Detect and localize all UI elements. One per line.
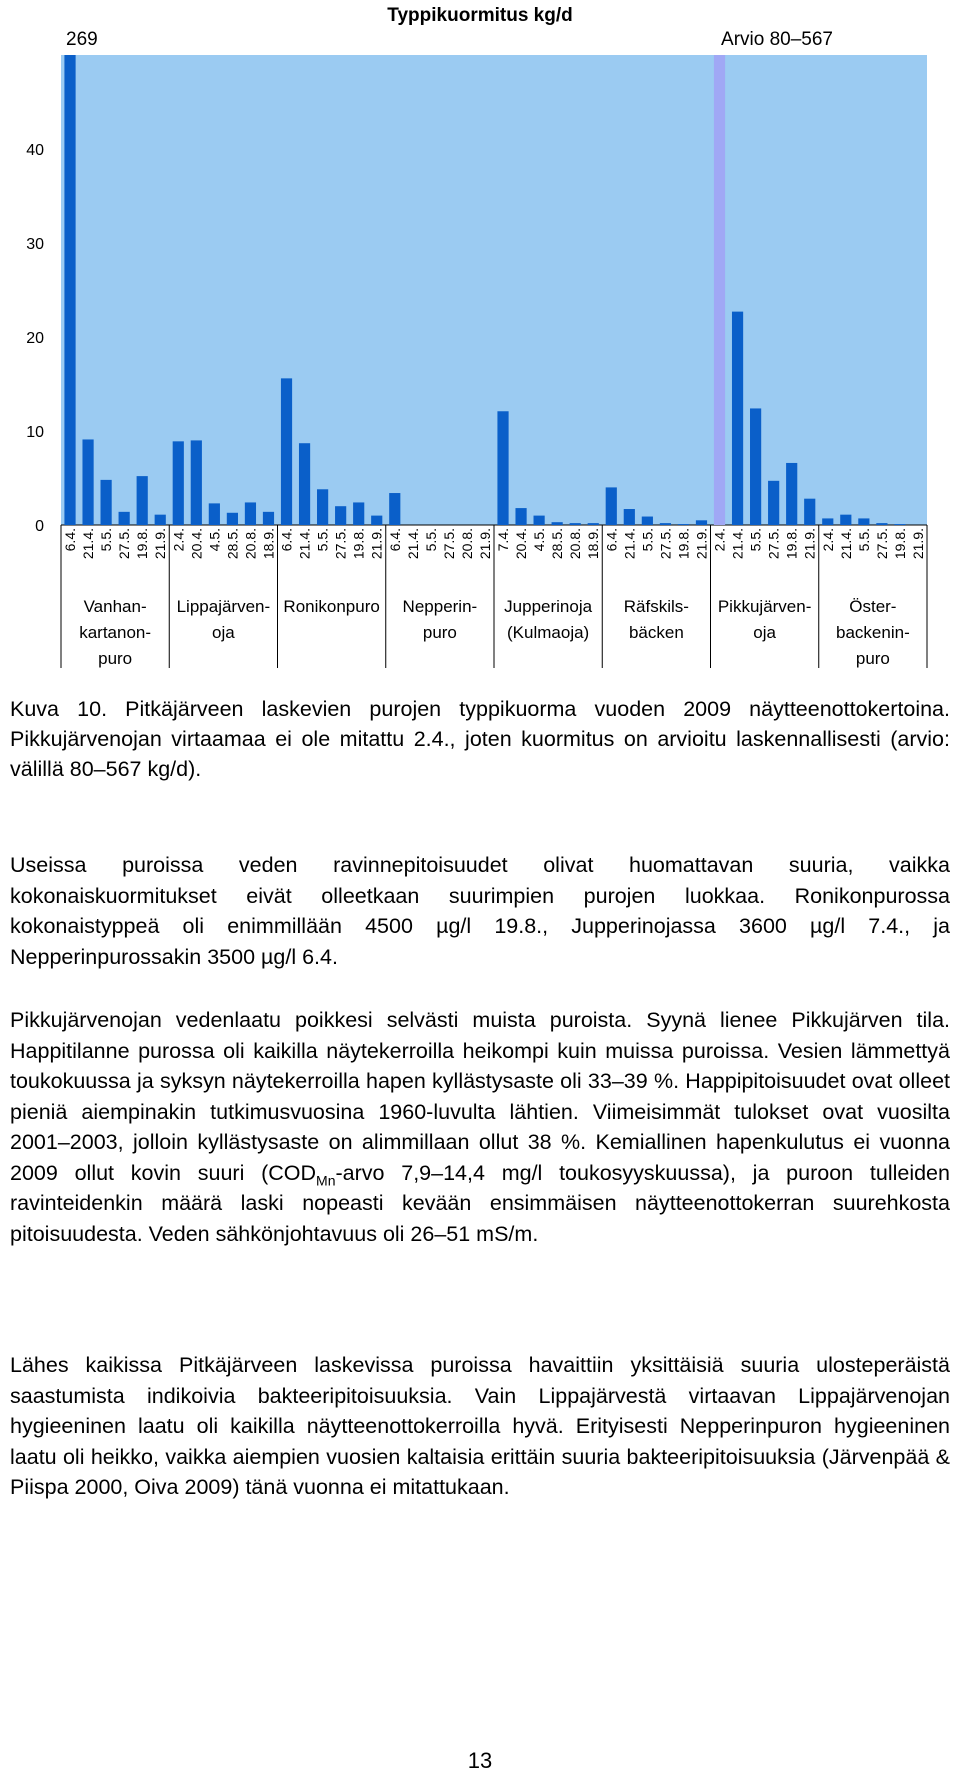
annotation-estimate: Arvio 80–567 xyxy=(721,29,833,50)
bar xyxy=(642,517,653,525)
bar xyxy=(101,480,112,525)
bar xyxy=(570,523,581,525)
x-tick-label: 27.5. xyxy=(657,528,674,560)
x-tick-label: 5.5. xyxy=(639,528,656,552)
paragraph-hygiene: Lähes kaikissa Pitkäjärveen laskevissa puroissa havaittiin yksittäisiä suuria ulosteperäistä saastumista indikoivia bakteeripitoisuuksia. Vain Lippajärvestä virtaavan Lippajärvenojan hygieeninen laatu oli kaikilla näytteenottokerroilla hyvä. Erityisesti Nepperinpuron hygieeninen laatu oli heikko, vaikka aiempien vuosien kaltaisia erittäin suuria bakteeripitoisuuksia (Järvenpää & Piispa 2000, Oiva 2009) tänä vuonna ei mitattukaan. xyxy=(10,1353,950,1499)
x-tick-label: 19.8. xyxy=(783,528,800,560)
bar xyxy=(497,411,508,525)
bar xyxy=(876,523,887,525)
bar xyxy=(678,524,689,525)
group-label: Pikkujärven- xyxy=(717,597,812,616)
x-tick-label: 5.5. xyxy=(855,528,872,552)
x-tick-label: 19.8. xyxy=(891,528,908,560)
bar xyxy=(82,439,93,525)
x-tick-label: 6.4. xyxy=(603,528,620,552)
group-label: bäcken xyxy=(628,623,684,642)
y-tick-label: 0 xyxy=(35,518,44,535)
bar xyxy=(317,489,328,525)
y-tick-label: 10 xyxy=(26,424,44,441)
x-tick-label: 28.5. xyxy=(224,528,241,560)
x-tick-label: 20.4. xyxy=(513,528,530,560)
x-tick-label: 27.5. xyxy=(440,528,457,560)
group-label: backenin- xyxy=(836,623,910,642)
bar xyxy=(534,516,545,525)
annotation-first-value: 269 xyxy=(66,29,98,50)
bar xyxy=(750,408,761,525)
bar xyxy=(263,512,274,525)
x-tick-label: 6.4. xyxy=(278,528,295,552)
x-tick-label: 5.5. xyxy=(747,528,764,552)
bar xyxy=(786,463,797,525)
y-tick-label: 40 xyxy=(26,142,44,159)
bar xyxy=(515,508,526,525)
x-tick-label: 21.4. xyxy=(621,528,638,560)
x-tick-label: 21.4. xyxy=(837,528,854,560)
bar xyxy=(119,512,130,525)
y-tick-label: 30 xyxy=(26,236,44,253)
x-tick-label: 28.5. xyxy=(549,528,566,560)
x-tick-label: 19.8. xyxy=(134,528,151,560)
x-tick-label: 27.5. xyxy=(332,528,349,560)
group-label: Vanhan- xyxy=(83,597,147,616)
x-tick-label: 21.4. xyxy=(296,528,313,560)
x-tick-label: 4.5. xyxy=(206,528,223,552)
x-tick-label: 27.5. xyxy=(765,528,782,560)
paragraph-nutrients: Useissa puroissa veden ravinnepitoisuudet olivat huomattavan suuria, vaikka kokonaiskuormitukset eivät olleetkaan suurimpien purojen luokkaa. Ronikonpurossa kokonaistyppeä oli enimmillään 4500 µg/l 19.8., Jupperinojassa 3600 µg/l 7.4., ja Nepperinpurossakin 3500 µg/l 6.4. xyxy=(10,853,950,969)
group-label: Lippajärven- xyxy=(176,597,271,616)
x-tick-label: 5.5. xyxy=(314,528,331,552)
x-tick-label: 21.9. xyxy=(909,528,926,560)
x-tick-label: 6.4. xyxy=(386,528,403,552)
x-tick-label: 21.9. xyxy=(152,528,169,560)
chart-title: Typpikuormitus kg/d xyxy=(387,5,573,26)
x-tick-label: 18.9. xyxy=(585,528,602,560)
x-tick-label: 5.5. xyxy=(98,528,115,552)
group-label: Jupperinoja xyxy=(504,597,593,616)
group-label: (Kulmaoja) xyxy=(507,623,590,642)
x-tick-label: 20.4. xyxy=(188,528,205,560)
bar xyxy=(227,513,238,525)
bar xyxy=(660,523,671,525)
group-label: puro xyxy=(855,649,890,668)
bar xyxy=(840,515,851,525)
paragraph-text-part: -arvo 7,9–14,4 mg/l toukosyyskuussa), ja puroon tulleiden ravinteidenkin määrä laski nopeasti kevään ensimmäisen näytteenottokerran suurehkosta pitoisuudesta. Veden sähkönjohtavuus oli 26–51 mS/m. xyxy=(10,1160,950,1246)
bar xyxy=(335,506,346,525)
x-tick-label: 21.9. xyxy=(476,528,493,560)
bar xyxy=(353,502,364,525)
bar xyxy=(696,520,707,525)
paragraph-text-part: Pikkujärvenojan vedenlaatu poikkesi selvästi muista puroista. Syynä lienee Pikkujärven tila. Happitilanne purossa oli kaikilla näytekerroilla heikompi kuin muissa puroissa. Vesien lämmettyä toukokuussa ja syksyn näytekerroilla hapen kyllästysaste oli 33–39 %. Happipitoisuudet ovat olleet pieniä aiempinakin tutkimusvuosina 1960-luvulta lähtien. Viimeisimmät tulokset ovat vuosilta 2001–2003, jolloin kyllästysaste on alimmillaan ollut 38 %. Kemiallinen hapenkulutus ei vuonna 2009 ollut kovin suuri (COD xyxy=(10,1008,950,1185)
paragraph-pikkujarvenoja xyxy=(10,1005,950,1249)
bar xyxy=(245,502,256,525)
x-tick-label: 21.9. xyxy=(693,528,710,560)
bar xyxy=(371,516,382,525)
bar xyxy=(281,378,292,525)
x-tick-label: 6.4. xyxy=(62,528,79,552)
bar xyxy=(299,443,310,525)
bar xyxy=(768,481,779,525)
bar xyxy=(155,515,166,525)
x-tick-label: 21.4. xyxy=(80,528,97,560)
x-tick-label: 2.4. xyxy=(819,528,836,552)
bar xyxy=(732,312,743,525)
bar xyxy=(624,509,635,525)
x-tick-label: 21.4. xyxy=(729,528,746,560)
x-tick-label: 19.8. xyxy=(350,528,367,560)
bar xyxy=(858,518,869,525)
group-label: oja xyxy=(212,623,235,642)
group-label: puro xyxy=(98,649,133,668)
bar xyxy=(137,476,148,525)
x-tick-label: 7.4. xyxy=(495,528,512,552)
x-tick-label: 20.8. xyxy=(567,528,584,560)
x-tick-label: 19.8. xyxy=(675,528,692,560)
figure-caption: Kuva 10. Pitkäjärveen laskevien purojen typpikuorma vuoden 2009 näytteenottokertoina. Pikkujärvenojan virtaamaa ei ole mitattu 2.4., joten kuormitus on arvioitu laskennallisesti (arvio: välillä 80–567 kg/d). xyxy=(10,697,950,781)
bar xyxy=(209,503,220,525)
group-label: Ronikonpuro xyxy=(283,597,380,616)
x-tick-label: 27.5. xyxy=(116,528,133,560)
group-label: Öster- xyxy=(849,597,897,616)
group-label: Nepperin- xyxy=(402,597,478,616)
x-tick-label: 21.4. xyxy=(404,528,421,560)
bar xyxy=(822,518,833,525)
x-tick-label: 21.9. xyxy=(368,528,385,560)
bar xyxy=(804,499,815,525)
bar xyxy=(389,493,400,525)
group-label: kartanon- xyxy=(79,623,152,642)
bar xyxy=(552,522,563,525)
x-tick-label: 27.5. xyxy=(873,528,890,560)
bar xyxy=(894,524,905,525)
x-tick-label: 4.5. xyxy=(531,528,548,552)
group-label: puro xyxy=(422,623,457,642)
bar xyxy=(191,440,202,525)
bar xyxy=(64,55,75,525)
x-tick-label: 21.9. xyxy=(801,528,818,560)
x-tick-label: 5.5. xyxy=(422,528,439,552)
x-tick-label: 18.9. xyxy=(260,528,277,560)
bar-estimate xyxy=(714,55,725,525)
x-tick-label: 20.8. xyxy=(458,528,475,560)
page-number: 13 xyxy=(467,1748,493,1773)
nitrogen-load-chart xyxy=(0,0,960,680)
bar xyxy=(588,523,599,525)
bar xyxy=(606,487,617,525)
y-tick-label: 20 xyxy=(26,330,44,347)
group-label: oja xyxy=(753,623,776,642)
bar xyxy=(173,441,184,525)
x-tick-label: 2.4. xyxy=(711,528,728,552)
x-tick-label: 20.8. xyxy=(242,528,259,560)
subscript-mn: Mn xyxy=(316,1171,336,1188)
group-label: Räfskils- xyxy=(623,597,689,616)
x-tick-label: 2.4. xyxy=(170,528,187,552)
